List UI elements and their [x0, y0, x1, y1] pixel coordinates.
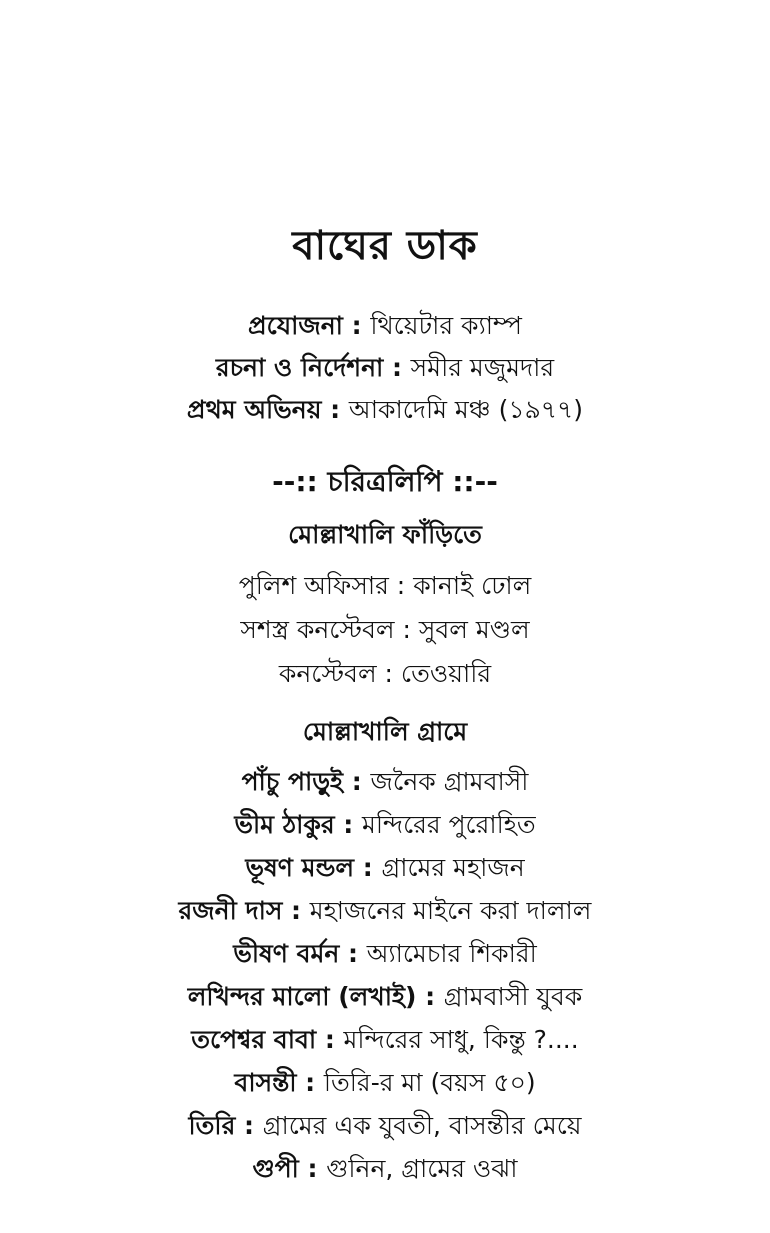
credit-separator: : [383, 353, 411, 382]
character-desc: গ্রামবাসী যুবক [443, 982, 583, 1011]
group-heading-outpost: মোল্লাখালি ফাঁড়িতে [288, 520, 482, 549]
character-name: লখিন্দর মালো (লখাই) [187, 982, 417, 1011]
character-desc: সুবল মণ্ডল [418, 615, 530, 644]
cast-separator: : [343, 767, 371, 796]
character-desc: অ্যামেচার শিকারী [366, 939, 537, 968]
character-name: পাঁচু পাড়ুই [241, 767, 344, 796]
cast-entry [0, 805, 770, 845]
cast-list-heading: --:: চরিত্রলিপি ::-- [272, 465, 498, 498]
character-desc: জনৈক গ্রামবাসী [370, 767, 529, 796]
cast-entry [0, 762, 770, 802]
character-desc: মন্দিরের পুরোহিত [361, 810, 536, 839]
character-name: পুলিশ অফিসার [238, 571, 389, 600]
character-desc: গ্রামের এক যুবতী, বাসন্তীর মেয়ে [262, 1111, 582, 1140]
cast-entry [0, 848, 770, 888]
cast-separator: : [388, 571, 414, 600]
credit-first-performance [0, 390, 770, 430]
cast-separator: : [376, 659, 401, 688]
character-desc: গ্রামের মহাজন [381, 853, 525, 882]
character-name: কনস্টেবল [278, 659, 377, 688]
character-desc: মন্দিরের সাধু, কিন্তু ?.... [343, 1025, 579, 1054]
cast-entry [0, 977, 770, 1017]
cast-entry [0, 891, 770, 931]
cast-entry [0, 1063, 770, 1103]
cast-separator: : [394, 615, 419, 644]
group-heading-village: মোল্লাখালি গ্রামে [302, 717, 468, 746]
cast-entry [0, 934, 770, 974]
character-name: রজনী দাস [178, 896, 283, 925]
credit-label: প্রথম অভিনয় [186, 395, 322, 424]
character-name: গুপী [252, 1154, 299, 1183]
credit-label: রচনা ও নির্দেশনা [215, 353, 384, 382]
cast-separator: : [298, 1154, 327, 1183]
cast-entry [0, 1020, 770, 1060]
cast-separator: : [235, 1111, 263, 1140]
character-name: ভীষণ বর্মন [233, 939, 340, 968]
credit-production [0, 306, 770, 346]
credit-label: প্রযোজনা [248, 311, 343, 340]
character-name: সশস্ত্র কনস্টেবল [240, 615, 395, 644]
cast-separator: : [354, 853, 382, 882]
cast-separator: : [296, 1068, 324, 1097]
character-desc: কানাই ঢোল [413, 571, 532, 600]
cast-entry [0, 566, 770, 606]
credit-value: সমীর মজুমদার [410, 353, 555, 382]
cast-separator: : [334, 810, 362, 839]
character-desc: তিরি-র মা (বয়স ৫০) [323, 1068, 536, 1097]
character-name: ভীম ঠাকুর [234, 810, 335, 839]
play-title: বাঘের ডাক [292, 223, 478, 269]
credit-separator: : [321, 395, 349, 424]
cast-entry [0, 1149, 770, 1189]
cast-entry [0, 654, 770, 694]
character-desc: গুনিন, গ্রামের ওঝা [326, 1154, 518, 1183]
cast-separator: : [339, 939, 367, 968]
credit-separator: : [342, 311, 371, 340]
character-desc: তেওয়ারি [400, 659, 492, 688]
character-name: তিরি [188, 1111, 236, 1140]
credit-value: থিয়েটার ক্যাম্প [370, 311, 522, 340]
credit-value: আকাদেমি মঞ্চ (১৯৭৭) [348, 395, 584, 424]
cast-separator: : [316, 1025, 344, 1054]
cast-separator: : [416, 982, 444, 1011]
cast-entry [0, 610, 770, 650]
character-name: ভূষণ মন্ডল [245, 853, 355, 882]
character-name: তপেশ্বর বাবা [191, 1025, 317, 1054]
cast-entry [0, 1106, 770, 1146]
credit-writer-director [0, 348, 770, 388]
character-desc: মহাজনের মাইনে করা দালাল [309, 896, 592, 925]
character-name: বাসন্তী [234, 1068, 297, 1097]
cast-separator: : [282, 896, 310, 925]
